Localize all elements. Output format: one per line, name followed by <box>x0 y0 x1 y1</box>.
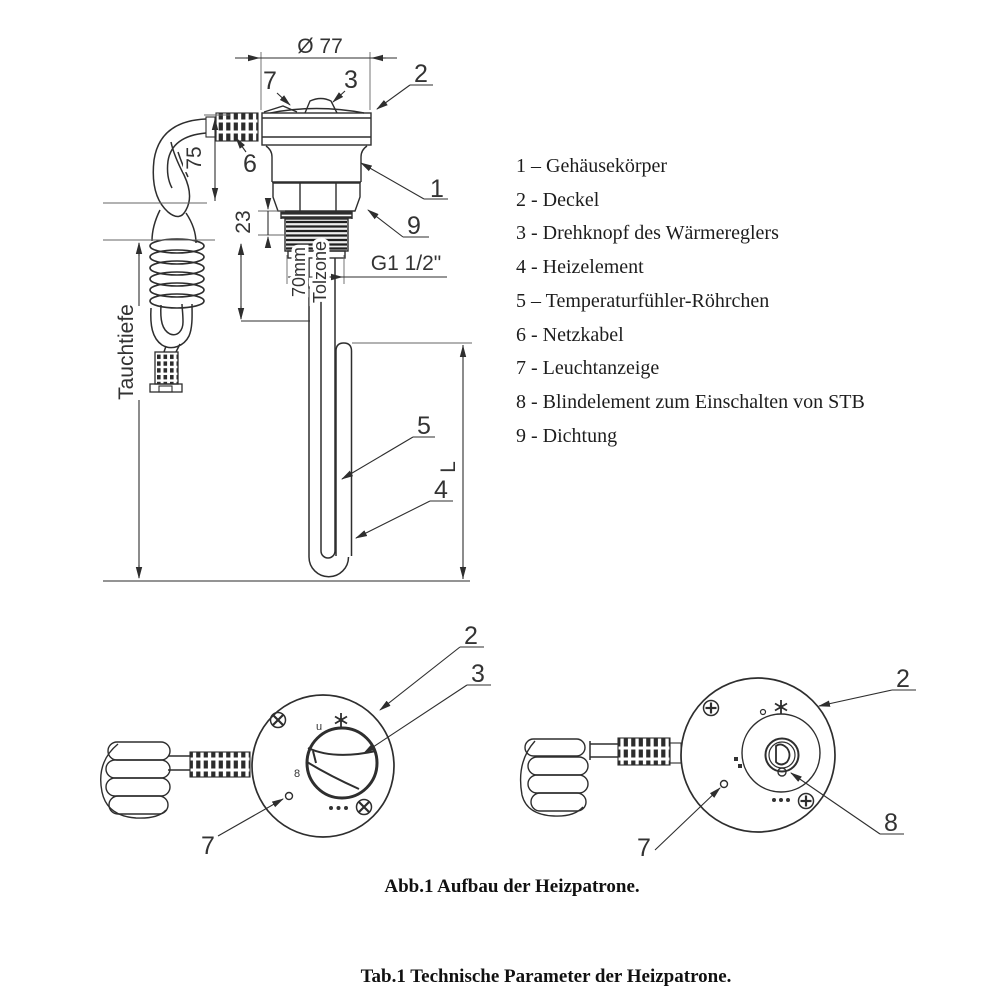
indicator-lamp <box>286 793 293 800</box>
frost-symbol-icon <box>775 700 787 714</box>
legend-item-9: 9 - Dichtung <box>516 424 618 447</box>
leader-3-left <box>364 685 467 753</box>
knob-mark-8: 8 <box>293 768 301 780</box>
power-cable <box>152 119 206 243</box>
leader-7 <box>277 93 290 105</box>
power-plug <box>150 352 182 392</box>
leader-7-right <box>655 788 720 850</box>
frost-symbol-icon <box>335 713 347 727</box>
dim-label-diameter: Ø 77 <box>297 35 343 58</box>
legend-item-7: 7 - Leuchtanzeige <box>516 357 660 380</box>
seal-ring <box>281 211 352 219</box>
leader-9 <box>368 210 403 237</box>
callout-4-main: 4 <box>434 476 448 504</box>
leader-lines-main <box>236 85 453 538</box>
cable-gland-left-view <box>168 752 250 777</box>
table-caption: Tab.1 Technische Parameter der Heizpatrone. <box>360 966 732 987</box>
callout-7-right-view: 7 <box>637 834 651 862</box>
cap-face <box>681 678 835 832</box>
dim-label-70mm: 70mm <box>289 246 309 298</box>
callout-2-left-view: 2 <box>464 622 478 650</box>
dim-element-length <box>352 343 472 579</box>
legend <box>516 150 865 453</box>
leader-1 <box>361 163 424 199</box>
leader-2 <box>377 85 410 109</box>
housing-body <box>266 146 367 182</box>
callout-5-main: 5 <box>417 412 431 440</box>
legend-item-2: 2 - Deckel <box>516 188 600 211</box>
knob-grip <box>307 748 376 789</box>
callout-7-left-view: 7 <box>201 832 215 860</box>
dim-label-75: 75 <box>183 146 206 170</box>
callout-7-main: 7 <box>263 67 277 95</box>
blind-element <box>766 739 799 777</box>
main-view <box>103 52 472 581</box>
hex-nut <box>273 183 360 211</box>
dim-label-length: L <box>437 461 460 473</box>
figure-caption: Abb.1 Aufbau der Heizpatrone. <box>384 876 640 897</box>
callout-6-main: 6 <box>243 150 257 178</box>
leader-5 <box>342 437 413 479</box>
leader-8-right <box>791 773 880 834</box>
leader-2-right <box>819 690 892 706</box>
indicator-lamp <box>721 781 728 788</box>
callout-9-main: 9 <box>407 212 421 240</box>
dim-label-tolzone: Tolzone <box>310 240 330 304</box>
cable-coil <box>150 239 204 308</box>
coil-end-right-view <box>521 739 588 816</box>
cable-end-loop <box>151 304 192 352</box>
knob-profile <box>305 99 337 114</box>
leader-lines-left-view <box>218 647 491 836</box>
legend-item-3: 3 - Drehknopf des Wärmereglers <box>516 222 779 245</box>
legend-item-4: 4 - Heizelement <box>516 256 644 279</box>
knob-mark-u: u <box>315 721 323 733</box>
bottom-view-without-knob <box>521 678 916 850</box>
dim-label-thread: G1 1/2" <box>370 252 442 275</box>
legend-item-6: 6 - Netzkabel <box>516 323 624 346</box>
knob-recess <box>742 714 820 792</box>
legend-item-5: 5 – Temperaturfühler-Röhrchen <box>516 289 770 312</box>
leader-4 <box>356 501 430 538</box>
callout-8-right-view: 8 <box>884 809 898 837</box>
callout-2-right-view: 2 <box>896 665 910 693</box>
dial-mark <box>761 710 766 715</box>
leader-2-left <box>380 647 460 710</box>
cable-gland <box>206 113 258 141</box>
callout-2-main: 2 <box>414 60 428 88</box>
thermostat-knob <box>307 728 377 798</box>
sensor-tube <box>336 343 352 556</box>
dim-diameter <box>235 52 397 110</box>
coil-end-left-view <box>101 742 170 818</box>
legend-item-8: 8 - Blindelement zum Einschalten von STB <box>516 390 865 413</box>
dim-label-23: 23 <box>232 210 255 234</box>
callout-3-left-view: 3 <box>471 660 485 688</box>
callout-1-main: 1 <box>430 175 444 203</box>
legend-item-1: 1 – Gehäusekörper <box>516 155 668 177</box>
bottom-view-with-knob <box>101 647 491 837</box>
cable-gland-right-view <box>590 738 681 765</box>
dim-seal-thread <box>258 198 285 248</box>
dial-dots <box>329 806 348 810</box>
dim-label-tauchtiefe: Tauchtiefe <box>115 304 138 400</box>
heating-element-tube <box>309 258 349 577</box>
callout-3-main: 3 <box>344 66 358 94</box>
cap-deckel <box>262 99 371 146</box>
